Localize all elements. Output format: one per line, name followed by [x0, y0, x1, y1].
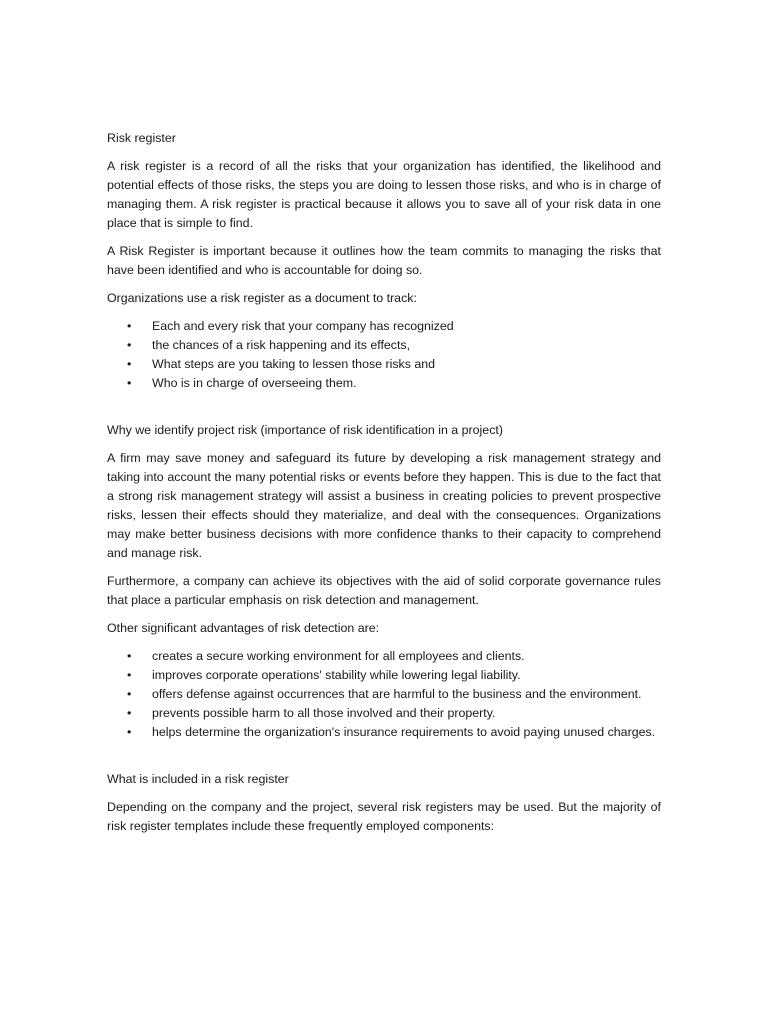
paragraph: Depending on the company and the project, several risk registers may be used. But the majority of risk register templates include these frequently employed components: [107, 800, 661, 833]
list-item-text: creates a secure working environment for all employees and clients. [152, 649, 525, 663]
paragraph: A Risk Register is important because it outlines how the team commits to managing the risks that have been identified and who is accountable for doing so. [107, 244, 661, 277]
bullet-icon: • [127, 668, 132, 682]
bullet-list [107, 317, 661, 393]
list-item [107, 317, 661, 336]
bullet-icon: • [127, 338, 132, 352]
bullet-icon: • [127, 725, 132, 739]
list-item-text: improves corporate operations' stability while lowering legal liability. [152, 668, 521, 682]
list-item [107, 374, 661, 393]
list-item [107, 336, 661, 355]
bullet-list [107, 647, 661, 742]
paragraph: A firm may save money and safeguard its future by developing a risk management strategy and taking into account the many potential risks or events before they happen. This is due to the fact that a strong risk management strategy will assist a business in creating policies to prevent prospective risks, lessen their effects should they materialize, and deal with the consequences. Organizations may make better business decisions with more confidence thanks to their capacity to comprehend and manage risk. [107, 451, 661, 560]
list-item [107, 647, 661, 666]
list-item [107, 685, 661, 704]
paragraph: A risk register is a record of all the risks that your organization has identified, the likelihood and potential effects of those risks, the steps you are doing to lessen those risks, and who is in charge of managing them. A risk register is practical because it allows you to save all of your risk data in one place that is simple to find. [107, 159, 661, 230]
list-item-text: Who is in charge of overseeing them. [152, 376, 357, 390]
list-item-text: helps determine the organization's insurance requirements to avoid paying unused charges. [152, 725, 656, 739]
list-item-text: prevents possible harm to all those involved and their property. [152, 706, 496, 720]
bullet-icon: • [127, 649, 132, 663]
list-item [107, 666, 661, 685]
section-heading-risk-register: Risk register [107, 131, 176, 145]
list-item-text: offers defense against occurrences that are harmful to the business and the environment. [152, 687, 642, 701]
list-item [107, 723, 661, 742]
bullet-icon: • [127, 357, 132, 371]
paragraph: Furthermore, a company can achieve its objectives with the aid of solid corporate governance rules that place a particular emphasis on risk detection and management. [107, 574, 661, 607]
list-item [107, 355, 661, 374]
section-heading-what-is-included: What is included in a risk register [107, 772, 289, 786]
list-item-text: What steps are you taking to lessen those risks and [152, 357, 436, 371]
bullet-icon: • [127, 319, 132, 333]
list-item [107, 704, 661, 723]
bullet-icon: • [127, 376, 132, 390]
bullet-icon: • [127, 687, 132, 701]
paragraph: Organizations use a risk register as a document to track: [107, 291, 417, 305]
paragraph: Other significant advantages of risk detection are: [107, 621, 380, 635]
bullet-icon: • [127, 706, 132, 720]
section-heading-why-identify-risk: Why we identify project risk (importance of risk identification in a project) [107, 423, 503, 437]
list-item-text: Each and every risk that your company has recognized [152, 319, 454, 333]
list-item-text: the chances of a risk happening and its effects, [152, 338, 411, 352]
